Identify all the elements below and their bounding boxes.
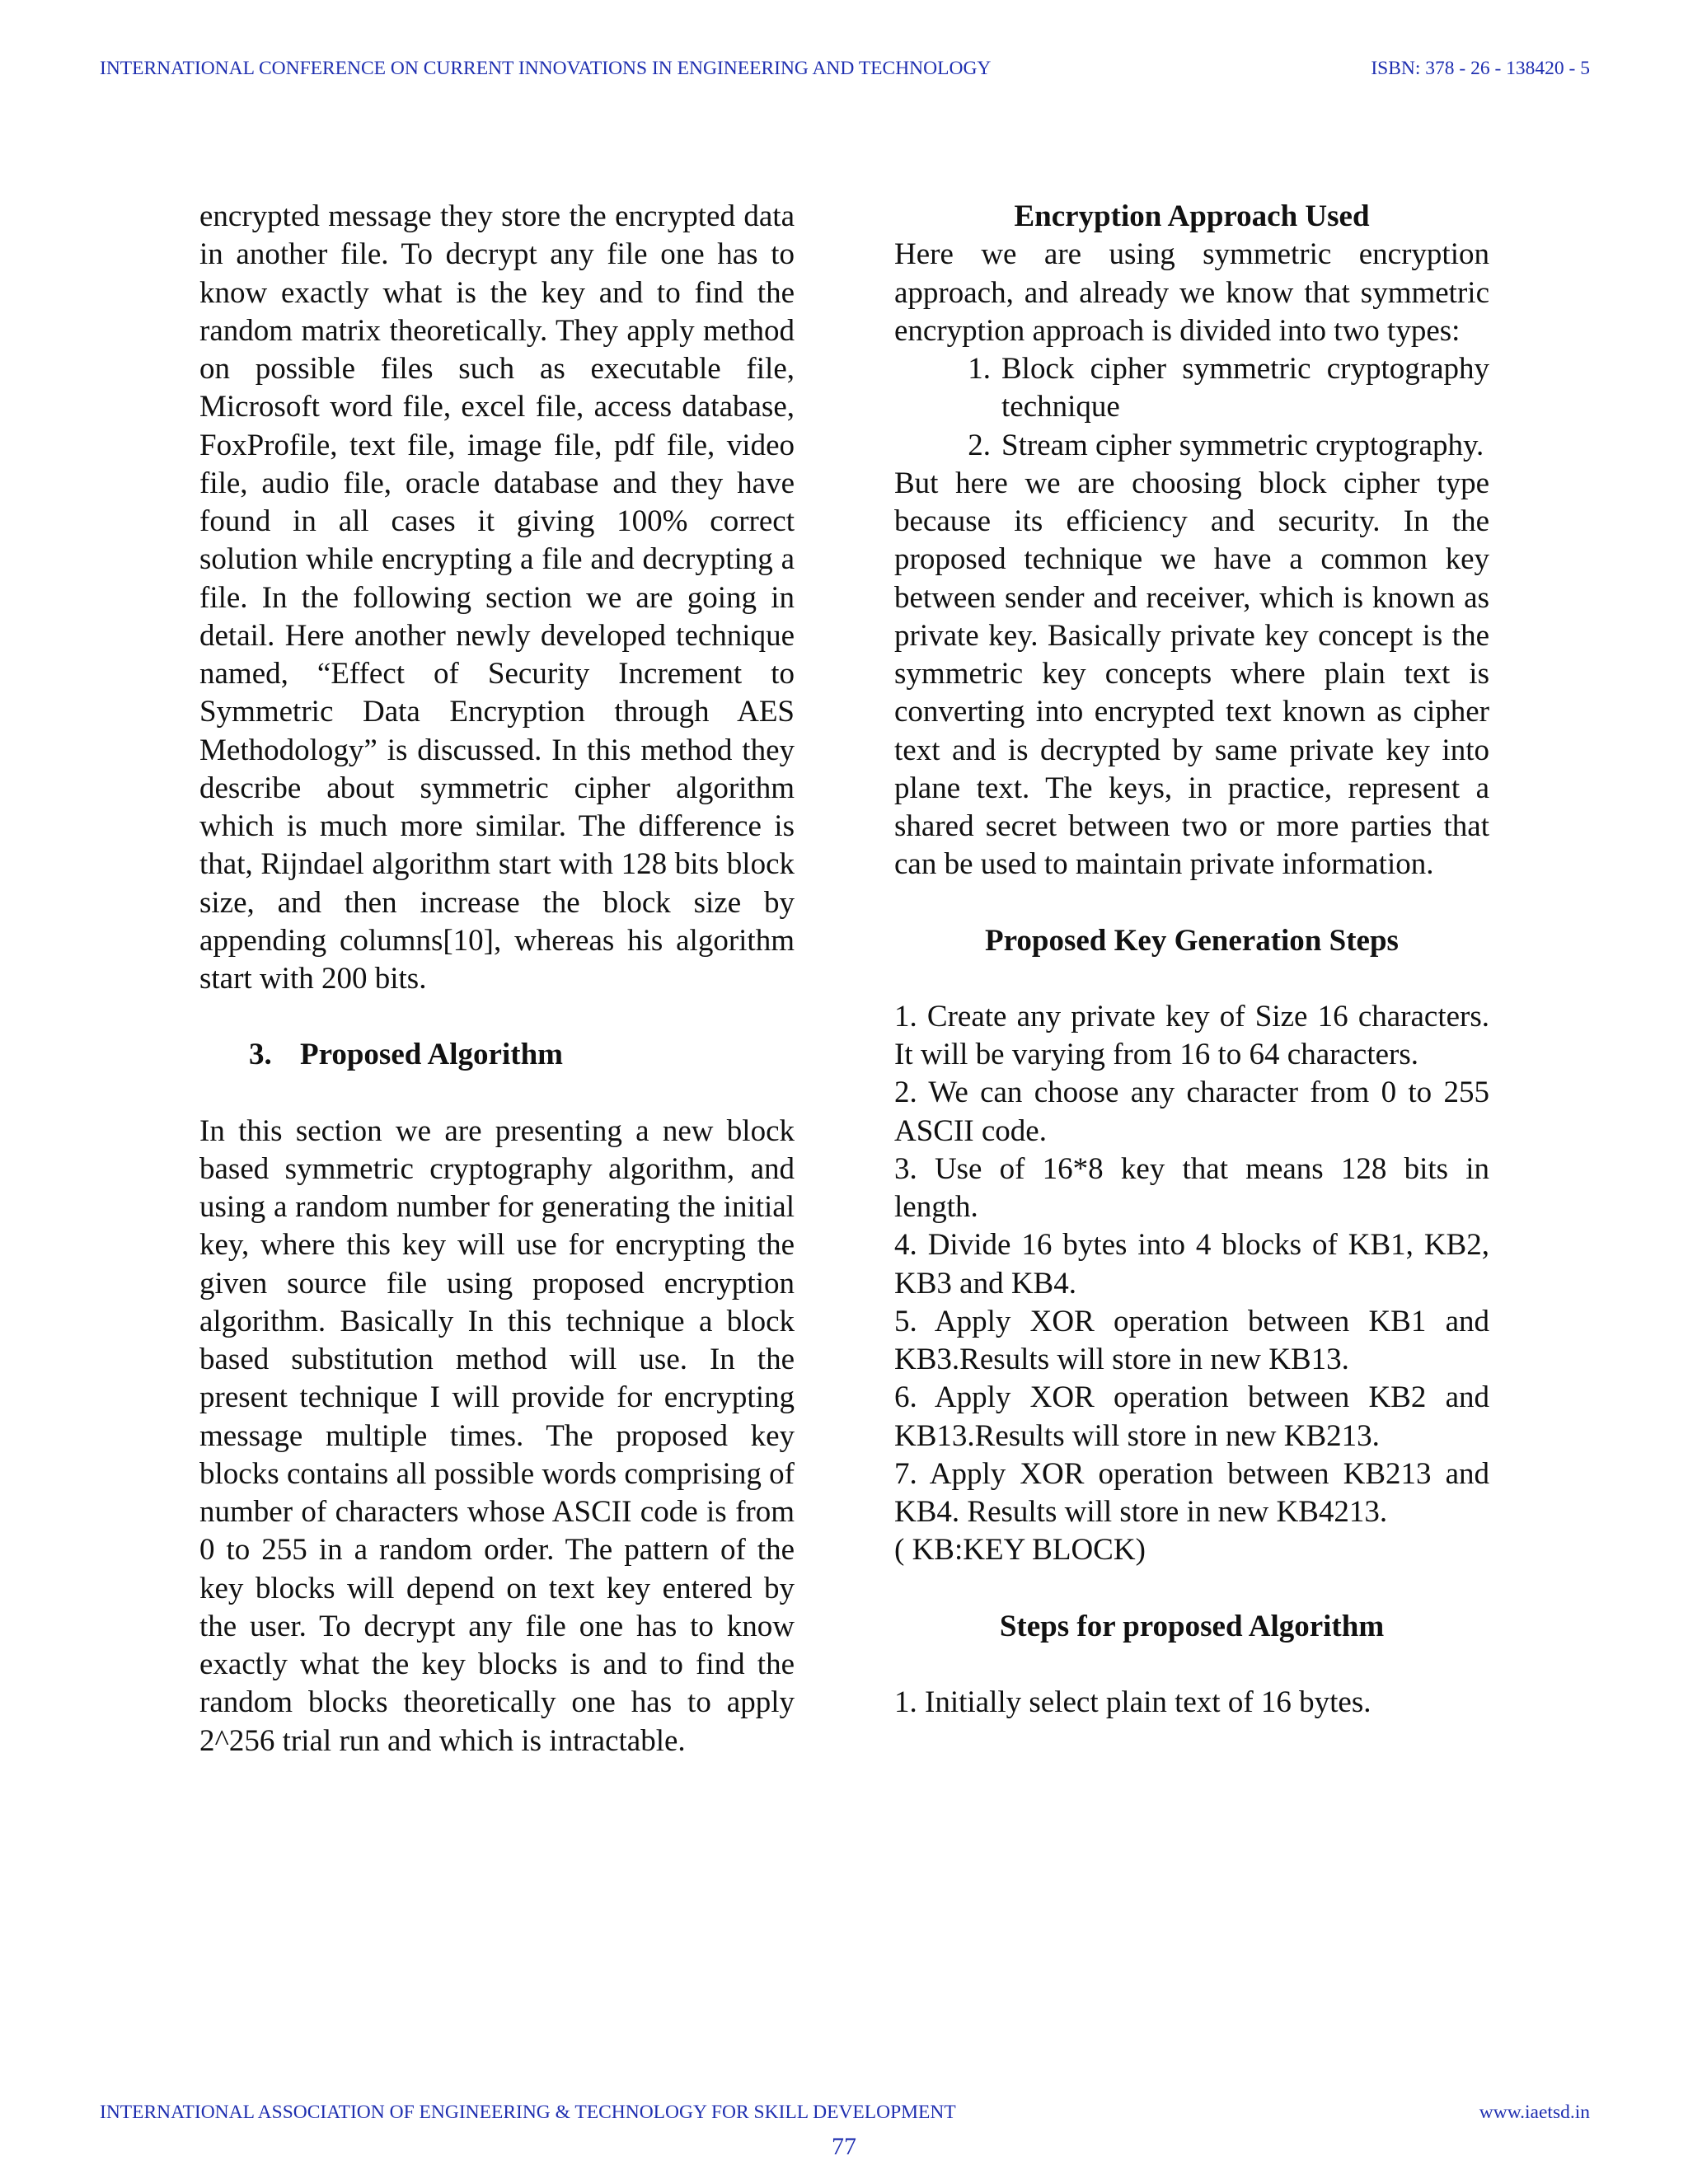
keygen-step: 4. Divide 16 bytes into 4 blocks of KB1, KB2, KB3 and KB4.: [894, 1228, 1489, 1301]
algorithm-step: 1. Initially select plain text of 16 bytes.: [894, 1685, 1372, 1719]
running-footer: [100, 2102, 1590, 2124]
encryption-types-list: [894, 350, 1489, 465]
conference-title: INTERNATIONAL CONFERENCE ON CURRENT INNOVATIONS IN ENGINEERING AND TECHNOLOGY: [100, 58, 992, 79]
keygen-steps: [894, 998, 1489, 1570]
section-number: 3.: [249, 1038, 272, 1072]
keygen-step: 5. Apply XOR operation between KB1 and KB3.Results will store in new KB13.: [894, 1304, 1489, 1376]
association-name: INTERNATIONAL ASSOCIATION OF ENGINEERING & TECHNOLOGY FOR SKILL DEVELOPMENT: [100, 2102, 956, 2123]
left-column: [199, 198, 795, 1760]
keygen-step: 1. Create any private key of Size 16 characters. It will be varying from 16 to 64 characters.: [894, 999, 1489, 1071]
section-heading: [199, 1036, 795, 1074]
encryption-heading: Encryption Approach Used: [1014, 199, 1370, 233]
isbn-label: ISBN: 378 - 26 - 138420 - 5: [1371, 58, 1590, 79]
keygen-step: ( KB:KEY BLOCK): [894, 1533, 1146, 1568]
encryption-paragraph: But here we are choosing block cipher type because its efficiency and security. In the proposed technique we have a common key between sender and receiver, which is known as private key. Basically private key concept is the symmetric key concepts where plain text is converting into encrypted text known as cipher text and is decrypted by same private key into plane text. The keys, in practice, represent a shared secret between two or more parties that can be used to maintain private information.: [894, 466, 1489, 882]
right-column: [894, 198, 1489, 1722]
list-item-text: Stream cipher symmetric cryptography.: [1001, 428, 1484, 462]
algorithm-heading: Steps for proposed Algorithm: [999, 1609, 1385, 1643]
list-item-number: 2.: [968, 428, 991, 462]
running-header: [100, 58, 1590, 80]
section-paragraph: In this section we are presenting a new block based symmetric cryptography algorithm, and using a random number for generating the initial key, where this key will use for encrypting the given source file using proposed encryption algorithm. Basically In this technique a block based substitution method will use. In the present technique I will provide for encrypting message multiple times. The proposed key blocks contains all possible words comprising of number of characters whose ASCII code is from 0 to 255 in a random order. The pattern of the key blocks will depend on text key entered by the user. To decrypt any file one has to know exactly what the key blocks is and to find the random blocks theoretically one has to apply 2^256 trial run and which is intractable.: [199, 1113, 795, 1758]
section-title: Proposed Algorithm: [300, 1038, 563, 1072]
list-item: [894, 350, 1489, 427]
keygen-heading: Proposed Key Generation Steps: [985, 923, 1399, 958]
keygen-step: 3. Use of 16*8 key that means 128 bits in length.: [894, 1151, 1489, 1224]
intro-paragraph: encrypted message they store the encrypted data in another file. To decrypt any file one has to know exactly what is the key and to find the random matrix theoretically. They apply method on possible files such as executable file, Microsoft word file, excel file, access database, FoxProfile, text file, image file, pdf file, video file, audio file, oracle database and they have found in all cases it giving 100% correct solution while encrypting a file and decrypting a file. In the following section we are going in detail. Here another newly developed technique named, “Effect of Security Increment to Symmetric Data Encryption through AES Methodology” is discussed. In this method they describe about symmetric cipher algorithm which is much more similar. The difference is that, Rijndael algorithm start with 128 bits block size, and then increase the block size by appending columns[10], whereas his algorithm start with 200 bits.: [199, 199, 795, 996]
page-number: 77: [832, 2133, 856, 2160]
encryption-intro: Here we are using symmetric encryption approach, and already we know that symmetric encryption approach is divided into two types:: [894, 237, 1489, 348]
website-link[interactable]: www.iaetsd.in: [1479, 2102, 1590, 2123]
keygen-step: 2. We can choose any character from 0 to 255 ASCII code.: [894, 1076, 1489, 1148]
keygen-step: 6. Apply XOR operation between KB2 and KB13.Results will store in new KB213.: [894, 1380, 1489, 1453]
keygen-step: 7. Apply XOR operation between KB213 and KB4. Results will store in new KB4213.: [894, 1456, 1489, 1529]
list-item-text: Block cipher symmetric cryptography technique: [1001, 352, 1489, 424]
list-item-number: 1.: [968, 352, 991, 386]
list-item: [894, 427, 1489, 465]
